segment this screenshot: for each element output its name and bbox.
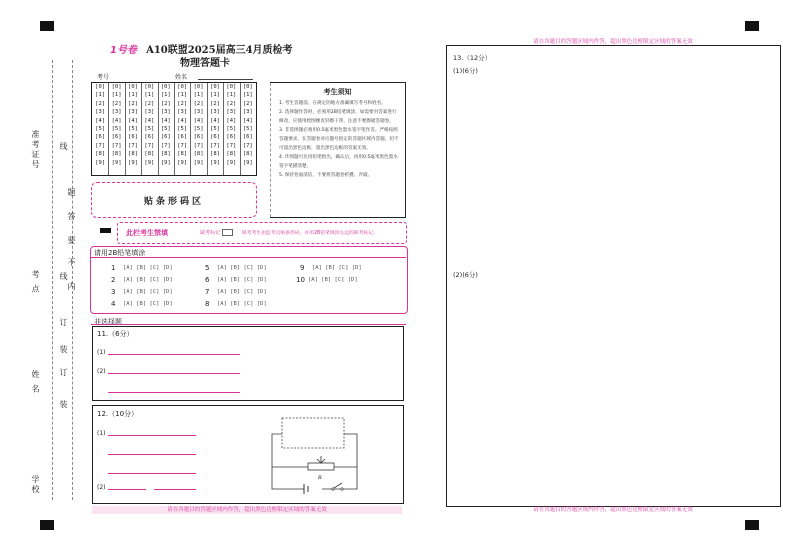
q12-part1-answer-line-2[interactable] [108, 454, 196, 455]
label-exam-room: 考 点 [31, 270, 40, 295]
id-digit-bubble[interactable]: [9] [210, 159, 220, 166]
id-digit-bubble[interactable]: [5] [160, 126, 171, 133]
id-digit-bubble[interactable]: [6] [193, 134, 204, 141]
registration-mark-bottom-left [40, 520, 54, 530]
mcq-question-number: 3 [111, 288, 116, 296]
seal-char: 答 [67, 212, 76, 222]
absent-mark-box[interactable] [222, 229, 233, 236]
id-digit-bubble[interactable]: [2] [160, 100, 171, 107]
notice-box [270, 82, 406, 218]
id-digit-bubble[interactable]: [7] [128, 142, 138, 149]
absent-note: 缺考考生由监考员贴条形码，并用2B铅笔填涂左边的缺考标记。 [242, 231, 378, 236]
id-digit-bubble[interactable]: [7] [210, 142, 220, 149]
id-digit-bubble[interactable]: [5] [242, 126, 253, 133]
id-digit-bubble[interactable]: [2] [193, 100, 204, 107]
mcq-option-bubbles[interactable]: [A] [B] [C] [D] [217, 289, 267, 295]
id-digit-bubble[interactable]: [2] [242, 100, 253, 107]
id-digit-bubble[interactable]: [2] [95, 100, 106, 107]
q12-part1-answer-line-3[interactable] [108, 473, 196, 474]
mcq-option-bubbles[interactable]: [A] [B] [C] [D] [123, 277, 173, 283]
mcq-option-bubbles[interactable]: [A] [B] [C] [D] [308, 277, 358, 283]
absent-row [117, 222, 407, 244]
id-digit-bubble[interactable]: [8] [160, 151, 171, 158]
id-digit-bubble[interactable]: [4] [144, 117, 155, 124]
id-digit-bubble[interactable]: [8] [242, 151, 253, 158]
barcode-area [91, 182, 257, 218]
id-digit-bubble[interactable]: [0] [226, 84, 237, 90]
id-digit-bubble[interactable]: [8] [111, 151, 122, 158]
q12-part1-answer-line[interactable] [108, 435, 196, 436]
exam-number-label: 考号 [97, 74, 110, 81]
id-digit-bubble[interactable]: [2] [111, 100, 122, 107]
q13-label: 13.（12分） [453, 54, 492, 62]
id-digit-bubble[interactable]: [0] [144, 84, 155, 90]
id-digit-bubble[interactable]: [3] [160, 109, 171, 116]
id-digit-bubble[interactable]: [7] [226, 142, 237, 149]
id-digit-bubble[interactable]: [6] [242, 134, 253, 141]
id-digit-bubble[interactable]: [6] [111, 134, 122, 141]
id-digit-bubble[interactable]: [1] [193, 92, 204, 99]
id-digit-bubble[interactable]: [8] [177, 151, 188, 158]
id-digit-column[interactable] [108, 83, 125, 175]
id-digit-bubble[interactable]: [4] [210, 117, 220, 124]
switch-contact-left [332, 488, 334, 490]
id-digit-bubble[interactable]: [5] [210, 126, 220, 133]
q12-part2-label: (2) [97, 484, 106, 491]
q13-part2-label: (2)(6分) [453, 271, 478, 279]
id-digit-bubble[interactable]: [0] [95, 84, 106, 90]
exam-number-grid[interactable] [91, 82, 257, 176]
registration-mark-top-left [40, 21, 54, 31]
card-title: 物理答题卡 [180, 58, 230, 69]
mcq-option-bubbles[interactable]: [A] [B] [C] [D] [217, 277, 267, 283]
seal-char: 订 [59, 318, 68, 328]
mcq-option-bubbles[interactable]: [A] [B] [C] [D] [123, 301, 173, 307]
mcq-question-number: 1 [111, 264, 116, 272]
circuit-wire-top [272, 434, 357, 489]
boundary-warning-right-top: 请在各题目的答题区域内作答，超出黑色边框限定区域的答案无效 [533, 39, 693, 45]
id-digit-bubble[interactable]: [4] [242, 117, 253, 124]
id-digit-bubble[interactable]: [7] [144, 142, 155, 149]
q12-label: 12.（10分） [97, 410, 139, 418]
seal-line-inner [72, 60, 73, 500]
id-digit-bubble[interactable]: [4] [95, 117, 106, 124]
id-digit-bubble[interactable]: [5] [128, 126, 138, 133]
mcq-question-number: 2 [111, 276, 116, 284]
id-digit-bubble[interactable]: [0] [210, 84, 220, 90]
id-digit-bubble[interactable]: [1] [111, 92, 122, 99]
non-choice-title: 非选择题 [94, 318, 122, 326]
id-digit-column[interactable] [141, 83, 158, 175]
notice-item: 4. 作图题可先用铅笔绘出，确认后，再用0.5毫米黑色墨水签字笔描清楚。 [279, 155, 398, 169]
label-school: 学校 [31, 475, 40, 495]
id-digit-bubble[interactable]: [9] [111, 159, 122, 166]
id-digit-bubble[interactable]: [4] [177, 117, 188, 124]
mcq-title: 请用2B铅笔填涂 [94, 249, 146, 257]
id-digit-bubble[interactable]: [4] [193, 117, 204, 124]
id-digit-bubble[interactable]: [6] [210, 134, 220, 141]
id-digit-bubble[interactable]: [6] [226, 134, 237, 141]
id-digit-bubble[interactable]: [0] [111, 84, 122, 90]
name-underline[interactable] [198, 79, 253, 80]
label-ticket-number: 准考证号 [31, 130, 40, 170]
q11-part2-answer-line[interactable] [108, 373, 240, 374]
id-digit-bubble[interactable]: [8] [226, 151, 237, 158]
page-header [110, 38, 370, 57]
seal-char: 线 [59, 272, 68, 282]
rheostat [308, 463, 334, 470]
absent-mark-label: 缺考标记 [200, 230, 221, 236]
mcq-option-bubbles[interactable]: [A] [B] [C] [D] [123, 289, 173, 295]
id-digit-column[interactable] [207, 83, 224, 175]
id-digit-bubble[interactable]: [7] [242, 142, 253, 149]
boundary-warning-left-bottom: 请在各题目的答题区域内作答，超出黑色边框限定区域的答案无效 [92, 506, 402, 514]
q12-part1-label: (1) [97, 430, 106, 437]
mcq-question-number: 4 [111, 300, 116, 308]
id-digit-bubble[interactable]: [1] [242, 92, 253, 99]
id-digit-bubble[interactable]: [1] [177, 92, 188, 99]
mcq-question-number: 9 [300, 264, 305, 272]
seal-char: 不 [67, 258, 76, 268]
student-name-label: 姓名 [175, 74, 188, 81]
exam-title: A10联盟2025届高三4月质检考 [146, 45, 293, 56]
brand-logo: 1号卷 [110, 45, 137, 56]
mcq-option-bubbles[interactable]: [A] [B] [C] [D] [312, 265, 362, 271]
q13-part1-label: (1)(6分) [453, 67, 478, 75]
switch-lever [334, 483, 342, 488]
battery [304, 484, 308, 494]
id-digit-bubble[interactable]: [4] [160, 117, 171, 124]
resistor-label: R [318, 475, 322, 481]
id-digit-bubble[interactable]: [2] [177, 100, 188, 107]
q11-part1-label: (1) [97, 349, 106, 356]
id-digit-bubble[interactable]: [0] [160, 84, 171, 90]
mcq-title-underline [91, 257, 406, 258]
id-digit-bubble[interactable]: [0] [128, 84, 138, 90]
id-digit-bubble[interactable]: [9] [144, 159, 155, 166]
rheostat-slider [317, 456, 325, 463]
id-digit-bubble[interactable]: [2] [210, 100, 220, 107]
id-digit-column[interactable] [125, 83, 142, 175]
id-digit-bubble[interactable]: [1] [210, 92, 220, 99]
q12-part2-answer-line-a[interactable] [108, 489, 146, 490]
notice-item: 5. 保持卷面清洁，不要将答题卷折叠、弄破。 [279, 173, 373, 178]
id-digit-bubble[interactable]: [2] [128, 100, 138, 107]
barcode-area-label: 贴条形码区 [143, 196, 204, 207]
id-digit-bubble[interactable]: [3] [111, 109, 122, 116]
boundary-warning-right-bottom: 请在各题目的答题区域内作答，超出黑色边框限定区域的答案无效 [533, 507, 693, 513]
q11-part2-label: (2) [97, 368, 106, 375]
id-digit-bubble[interactable]: [3] [242, 109, 253, 116]
id-digit-bubble[interactable]: [8] [128, 151, 138, 158]
id-digit-bubble[interactable]: [3] [226, 109, 237, 116]
id-digit-bubble[interactable]: [2] [226, 100, 237, 107]
id-digit-column[interactable] [158, 83, 175, 175]
mcq-option-bubbles[interactable]: [A] [B] [C] [D] [123, 265, 173, 271]
q11-part1-answer-line[interactable] [108, 354, 240, 355]
id-digit-bubble[interactable]: [5] [144, 126, 155, 133]
notice-item: 3. 非选择题必须用0.5毫米黑色墨水签字笔作答。严格按照答题要求，在答题卷对应题号指定的答题区域内答题，切不可超出黑色边框，超出黑色边框的答案无效。 [279, 128, 399, 151]
id-digit-bubble[interactable]: [5] [111, 126, 122, 133]
id-digit-bubble[interactable]: [3] [128, 109, 138, 116]
switch-contact-right [341, 488, 343, 490]
id-digit-bubble[interactable]: [0] [177, 84, 188, 90]
id-digit-bubble[interactable]: [7] [193, 142, 204, 149]
id-digit-bubble[interactable]: [4] [111, 117, 122, 124]
mcq-question-number: 7 [205, 288, 210, 296]
id-digit-bubble[interactable]: [5] [95, 126, 106, 133]
seal-char: 装 [59, 345, 68, 355]
id-digit-bubble[interactable]: [9] [128, 159, 138, 166]
id-digit-bubble[interactable]: [3] [193, 109, 204, 116]
id-digit-bubble[interactable]: [5] [177, 126, 188, 133]
id-digit-bubble[interactable]: [0] [242, 84, 253, 90]
id-digit-bubble[interactable]: [8] [210, 151, 220, 158]
notice-list [270, 97, 405, 180]
id-digit-bubble[interactable]: [6] [95, 134, 106, 141]
id-digit-bubble[interactable]: [1] [226, 92, 237, 99]
id-digit-bubble[interactable]: [9] [177, 159, 188, 166]
notice-title: 考生须知 [323, 88, 352, 96]
id-digit-column[interactable] [223, 83, 240, 175]
id-digit-bubble[interactable]: [5] [193, 126, 204, 133]
id-digit-bubble[interactable]: [3] [177, 109, 188, 116]
id-digit-column[interactable] [174, 83, 191, 175]
id-digit-bubble[interactable]: [1] [95, 92, 106, 99]
seal-char: 要 [67, 236, 76, 246]
mcq-question-number: 5 [205, 264, 210, 272]
seal-char: 题 [67, 188, 76, 198]
mcq-question-number: 8 [205, 300, 210, 308]
q13-box [446, 45, 781, 507]
registration-mark-top-right [745, 21, 759, 31]
id-digit-bubble[interactable]: [1] [144, 92, 155, 99]
id-digit-bubble[interactable]: [9] [226, 159, 237, 166]
mcq-question-number: 10 [296, 276, 305, 284]
id-digit-bubble[interactable]: [7] [111, 142, 122, 149]
id-digit-bubble[interactable]: [8] [95, 151, 106, 158]
mcq-question-number: 6 [205, 276, 210, 284]
registration-mark-bottom-right [745, 520, 759, 530]
id-digit-bubble[interactable]: [6] [144, 134, 155, 141]
id-digit-bubble[interactable]: [7] [160, 142, 171, 149]
id-digit-bubble[interactable]: [9] [242, 159, 253, 166]
q11-label: 11.（6分） [97, 330, 134, 338]
id-digit-bubble[interactable]: [9] [95, 159, 106, 166]
circuit-diagram [262, 414, 372, 496]
registration-mark-small [100, 228, 111, 233]
notice-item: 1. 考生答题前，在规定的地方准确填写考号和姓名。 [279, 101, 386, 106]
id-digit-bubble[interactable]: [0] [193, 84, 204, 90]
id-digit-bubble[interactable]: [5] [226, 126, 237, 133]
mcq-option-bubbles[interactable]: [A] [B] [C] [D] [217, 301, 267, 307]
seal-char: 装 [59, 400, 68, 410]
id-digit-bubble[interactable]: [9] [160, 159, 171, 166]
notice-divider [270, 83, 271, 217]
mcq-option-bubbles[interactable]: [A] [B] [C] [D] [217, 265, 267, 271]
id-digit-bubble[interactable]: [6] [177, 134, 188, 141]
seal-char: 内 [67, 282, 76, 292]
label-name: 姓 名 [31, 370, 40, 395]
absent-title: 此栏考生禁填 [126, 229, 168, 237]
id-digit-bubble[interactable]: [1] [160, 92, 171, 99]
id-digit-bubble[interactable]: [1] [128, 92, 138, 99]
non-choice-underline [91, 324, 406, 325]
id-digit-bubble[interactable]: [9] [193, 159, 204, 166]
id-digit-column[interactable] [190, 83, 207, 175]
seal-line-outer [52, 60, 53, 500]
id-digit-bubble[interactable]: [8] [144, 151, 155, 158]
id-digit-bubble[interactable]: [3] [210, 109, 220, 116]
id-digit-bubble[interactable]: [6] [128, 134, 138, 141]
circuit-drawing-box[interactable] [282, 418, 344, 448]
id-digit-bubble[interactable]: [6] [160, 134, 171, 141]
id-digit-bubble[interactable]: [7] [95, 142, 106, 149]
id-digit-bubble[interactable]: [2] [144, 100, 155, 107]
seal-char: 线 [59, 142, 68, 152]
q12-part2-answer-line-b[interactable] [154, 489, 196, 490]
seal-char: 订 [59, 368, 68, 378]
id-digit-bubble[interactable]: [3] [95, 109, 106, 116]
q11-box [92, 326, 404, 401]
q11-part2-answer-line-2[interactable] [108, 392, 240, 393]
notice-item: 2. 选择题作答时，必须用2B铅笔填涂，如需要对答案进行修改，应使用绘图橡皮轻擦干净，注意不要擦破答题卷。 [279, 110, 397, 124]
id-digit-bubble[interactable]: [8] [193, 151, 204, 158]
id-digit-bubble[interactable]: [7] [177, 142, 188, 149]
id-digit-bubble[interactable]: [4] [128, 117, 138, 124]
id-digit-column[interactable] [92, 83, 109, 175]
id-digit-column[interactable] [240, 83, 256, 175]
id-digit-bubble[interactable]: [3] [144, 109, 155, 116]
id-digit-bubble[interactable]: [4] [226, 117, 237, 124]
